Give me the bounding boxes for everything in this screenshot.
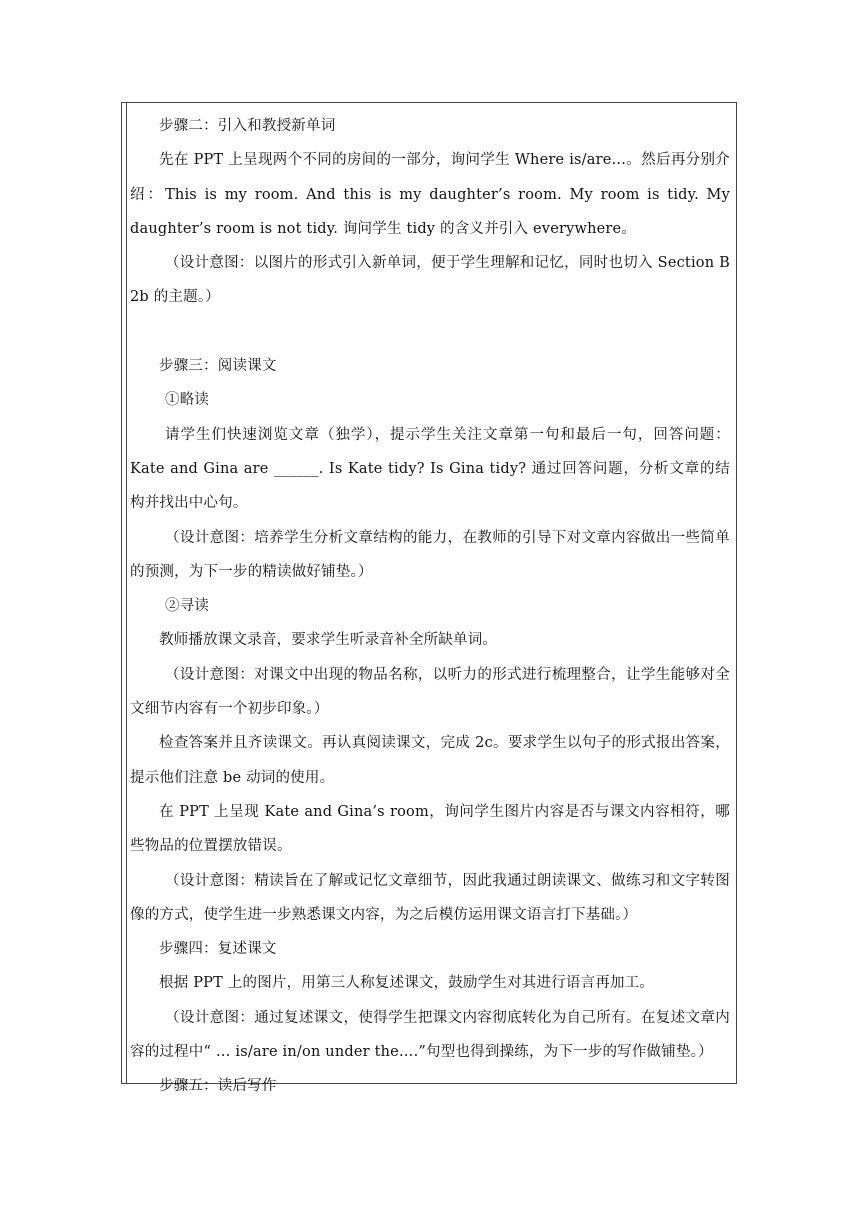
cell-content: [130, 109, 730, 1104]
step-four-heading: 步骤四：复述课文: [159, 941, 277, 958]
scanning-design-intent: （设计意图：对课文中出现的物品名称，以听力的形式进行梳理整合，让学生能够对全文细节内容有一个初步印象。）: [130, 666, 730, 718]
check-answers-body: 检查答案并且齐读课文。再认真阅读课文，完成 2c。要求学生以句子的形式报出答案，提示他们注意 be 动词的使用。: [130, 735, 730, 786]
skimming-heading: ①略读: [165, 392, 210, 409]
ppt-room-body: 在 PPT 上呈现 Kate and Gina’s room，询问学生图片内容是否与课文内容相符，哪些物品的位置摆放错误。: [130, 803, 730, 855]
skimming-body: 请学生们快速浏览文章（独学），提示学生关注文章第一句和最后一句，回答问题：Kate and Gina are ______. Is Kate tidy? Is Gina tidy? 通过回答问题，分析文章的结构并找出中心句。: [130, 426, 730, 512]
skimming-design-intent: （设计意图：培养学生分析文章结构的能力，在教师的引导下对文章内容做出一些简单的预测，为下一步的精读做好铺垫。）: [130, 529, 730, 580]
step-five-heading: 步骤五：读后写作: [159, 1078, 277, 1095]
blank-line: [130, 315, 730, 349]
table-left-border: [126, 103, 127, 1083]
step-two-heading: 步骤二：引入和教授新单词: [159, 118, 336, 134]
intensive-reading-design-intent: （设计意图：精读旨在了解或记忆文章细节，因此我通过朗读课文、做练习和文字转图像的方式，使学生进一步熟悉课文内容，为之后模仿运用课文语言打下基础。）: [130, 872, 730, 923]
step-four-body: 根据 PPT 上的图片，用第三人称复述课文，鼓励学生对其进行语言再加工。: [159, 975, 655, 992]
step-two-body: 先在 PPT 上呈现两个不同的房间的一部分，询问学生 Where is/are…。然后再分别介绍：This is my room. And this is my daughter’s room. My room is tidy. My daughter’s room is not tidy. 询问学生 tidy 的含义并引入 everywhere。: [130, 152, 730, 237]
step-two-design-intent: （设计意图：以图片的形式引入新单词，便于学生理解和记忆，同时也切入 Section B 2b 的主题。）: [130, 255, 730, 306]
scanning-body: 教师播放课文录音，要求学生听录音补全所缺单词。: [159, 632, 498, 649]
step-four-design-intent: （设计意图：通过复述课文，使得学生把课文内容彻底转化为自己所有。在复述文章内容的过程中“ … is/are in/on under the….”句型也得到操练，为下一步的写作做铺垫。）: [130, 1009, 730, 1061]
lesson-table-cell: [121, 102, 737, 1095]
step-three-heading: 步骤三：阅读课文: [159, 358, 277, 375]
scanning-heading: ②寻读: [165, 598, 210, 615]
